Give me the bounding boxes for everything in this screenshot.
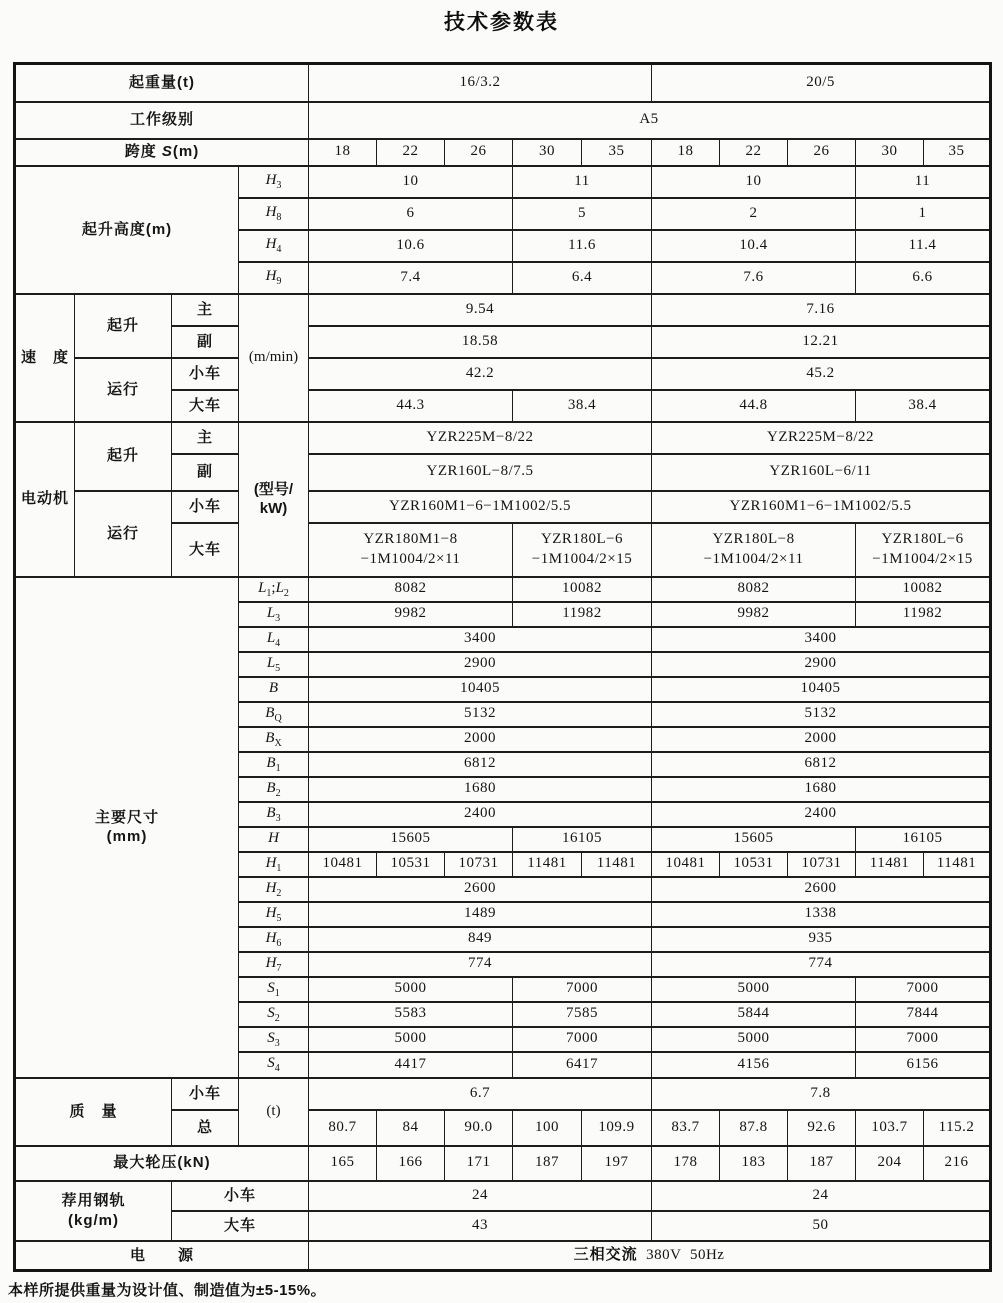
value-cell: 5844 [652,1002,856,1027]
value-cell: 10481 [309,852,377,877]
main-dimensions-label: 主要尺寸 (mm) [15,577,239,1078]
value-cell: A5 [309,102,991,139]
value-cell: 38.4 [856,390,991,422]
row-mass-trolley [15,1078,991,1110]
value-cell: 171 [445,1146,513,1181]
value-cell: 3400 [309,627,652,652]
row-motor-hoist-main [15,422,991,454]
value-cell: $B_1$ [239,752,309,777]
value-cell: 935 [652,927,991,952]
value-cell: 5000 [309,1027,513,1052]
value-cell: 2000 [652,727,991,752]
value-cell: YZR180M1−8 −1M1004/2×11 [309,523,513,577]
value-cell: 42.2 [309,358,652,390]
value-cell: 1680 [652,777,991,802]
value-cell: 11481 [582,852,652,877]
value-cell: 10405 [309,677,652,702]
value-cell: 8082 [309,577,513,602]
value-cell: 115.2 [924,1110,991,1146]
value-cell: 5 [513,198,652,230]
value-cell: $B_X$ [239,727,309,752]
value-cell: $S_2$ [239,1002,309,1027]
value-cell: B [239,677,309,702]
value-cell: 35 [924,139,991,166]
value-cell: YZR160M1−6−1M1002/5.5 [652,491,991,523]
value-cell: 100 [513,1110,582,1146]
row-label: 副 [172,454,239,491]
value-cell: 7.6 [652,262,856,294]
value-cell: $H_2$ [239,877,309,902]
duty-class-label: 工作级别 [15,102,309,139]
value-cell: 11481 [513,852,582,877]
speed-unit-label: (m/min) [239,294,309,422]
value-cell: 30 [856,139,924,166]
value-cell: 1 [856,198,991,230]
value-cell: 16105 [513,827,652,852]
value-cell: 87.8 [720,1110,788,1146]
value-cell: 45.2 [652,358,991,390]
spec-table [13,62,992,1272]
value-cell: 7844 [856,1002,991,1027]
row-label: 起升 [75,294,172,358]
value-cell: 10531 [720,852,788,877]
value-cell: YZR160L−8/7.5 [309,454,652,491]
row-h3 [15,166,991,198]
value-cell: 5000 [309,977,513,1002]
value-cell: 43 [309,1211,652,1241]
mass-unit-label: (t) [239,1078,309,1146]
value-cell: YZR180L−6 −1M1004/2×15 [513,523,652,577]
value-cell: 80.7 [309,1110,377,1146]
row-label: 运行 [75,491,172,577]
value-cell: 187 [513,1146,582,1181]
value-cell: $H_9$ [239,262,309,294]
value-cell: 12.21 [652,326,991,358]
value-cell: 10082 [856,577,991,602]
value-cell: YZR160M1−6−1M1002/5.5 [309,491,652,523]
value-cell: 1680 [309,777,652,802]
row-label: 主 [172,294,239,326]
value-cell: 187 [788,1146,856,1181]
value-cell: 30 [513,139,582,166]
value-cell: $L_4$ [239,627,309,652]
value-cell: $B_3$ [239,802,309,827]
motor-label: 电动机 [15,422,75,577]
row-max-wheel-load [15,1146,991,1181]
value-cell: 20/5 [652,64,991,102]
value-cell: 197 [582,1146,652,1181]
row-l1l2 [15,577,991,602]
value-cell: 5583 [309,1002,513,1027]
value-cell: 2900 [652,652,991,677]
spec-table-body [15,64,991,1271]
value-cell: 7000 [513,1027,652,1052]
value-cell: 11982 [856,602,991,627]
value-cell: $H_1$ [239,852,309,877]
row-label: 起升 [75,422,172,491]
value-cell: $B_2$ [239,777,309,802]
value-cell: 24 [652,1181,991,1211]
motor-unit-label: (型号/ kW) [239,422,309,577]
row-label: 小车 [172,491,239,523]
value-cell: 178 [652,1146,720,1181]
value-cell: 11481 [856,852,924,877]
speed-label: 速 度 [15,294,75,422]
row-label: 小车 [172,1078,239,1110]
value-cell: 7585 [513,1002,652,1027]
value-cell: 183 [720,1146,788,1181]
value-cell: 10731 [788,852,856,877]
value-cell: 216 [924,1146,991,1181]
value-cell: 24 [309,1181,652,1211]
value-cell: $L_1;L_2$ [239,577,309,602]
value-cell: 16105 [856,827,991,852]
value-cell: 90.0 [445,1110,513,1146]
value-cell: 16/3.2 [309,64,652,102]
row-speed-trolley [15,358,991,390]
value-cell: YZR160L−6/11 [652,454,991,491]
value-cell: 4417 [309,1052,513,1078]
value-cell: 10405 [652,677,991,702]
value-cell: 2900 [309,652,652,677]
value-cell: $S_4$ [239,1052,309,1078]
value-cell: $L_5$ [239,652,309,677]
value-cell: 11.4 [856,230,991,262]
value-cell: 7000 [856,1027,991,1052]
value-cell: 103.7 [856,1110,924,1146]
value-cell: YZR180L−6 −1M1004/2×15 [856,523,991,577]
value-cell: 35 [582,139,652,166]
value-cell: 10731 [445,852,513,877]
value-cell: 7.4 [309,262,513,294]
value-cell: $B_Q$ [239,702,309,727]
row-label: 运行 [75,358,172,422]
value-cell: 18 [652,139,720,166]
value-cell: 10 [652,166,856,198]
footnote: 本样所提供重量为设计值、制造值为±5-15%。 [8,1282,327,1299]
row-label: 总 [172,1110,239,1146]
value-cell: 1338 [652,902,991,927]
value-cell: 44.8 [652,390,856,422]
value-cell: 9.54 [309,294,652,326]
value-cell: 26 [445,139,513,166]
row-lifting-capacity [15,64,991,102]
row-rail-trolley [15,1181,991,1211]
value-cell: 1489 [309,902,652,927]
value-cell: 7000 [856,977,991,1002]
value-cell: 83.7 [652,1110,720,1146]
row-duty-class [15,102,991,139]
value-cell: 10531 [377,852,445,877]
value-cell: 6156 [856,1052,991,1078]
value-cell: 3400 [652,627,991,652]
value-cell: 10481 [652,852,720,877]
value-cell: 18 [309,139,377,166]
value-cell: 6812 [309,752,652,777]
value-cell: 9982 [309,602,513,627]
value-cell: 22 [377,139,445,166]
value-cell: 5000 [652,1027,856,1052]
value-cell: 10.6 [309,230,513,262]
value-cell: 166 [377,1146,445,1181]
value-cell: 6.6 [856,262,991,294]
value-cell: 204 [856,1146,924,1181]
row-power-supply [15,1241,991,1271]
value-cell: 109.9 [582,1110,652,1146]
row-label: 主 [172,422,239,454]
lifting-height-label: 起升高度(m) [15,166,239,294]
value-cell: 11481 [924,852,991,877]
value-cell: 165 [309,1146,377,1181]
value-cell: 92.6 [788,1110,856,1146]
page-title: 技术参数表 [444,10,559,34]
value-cell: 6.4 [513,262,652,294]
value-cell: 11982 [513,602,652,627]
row-span [15,139,991,166]
value-cell: 10 [309,166,513,198]
value-cell: 5000 [652,977,856,1002]
value-cell: $H_6$ [239,927,309,952]
value-cell: 44.3 [309,390,513,422]
power-supply-label: 电 源 [15,1241,309,1271]
value-cell: 2400 [652,802,991,827]
value-cell: $S_1$ [239,977,309,1002]
value-cell: 9982 [652,602,856,627]
value-cell: 6 [309,198,513,230]
value-cell: 5132 [652,702,991,727]
row-label: 小车 [172,358,239,390]
value-cell: 11 [856,166,991,198]
max-wheel-load-label: 最大轮压(kN) [15,1146,309,1181]
value-cell: YZR225M−8/22 [309,422,652,454]
row-speed-hoist-main [15,294,991,326]
span-label: 跨度 S(m) [15,139,309,166]
value-cell: 10.4 [652,230,856,262]
row-label: 大车 [172,390,239,422]
value-cell: $S_3$ [239,1027,309,1052]
value-cell: $H_4$ [239,230,309,262]
value-cell: 11.6 [513,230,652,262]
value-cell: 2000 [309,727,652,752]
value-cell: 2400 [309,802,652,827]
value-cell: 22 [720,139,788,166]
value-cell: 10082 [513,577,652,602]
value-cell: YZR180L−8 −1M1004/2×11 [652,523,856,577]
row-label: 大车 [172,523,239,577]
row-label: 副 [172,326,239,358]
value-cell: 6.7 [309,1078,652,1110]
value-cell: 6417 [513,1052,652,1078]
value-cell: 84 [377,1110,445,1146]
value-cell: 7.8 [652,1078,991,1110]
value-cell: 11 [513,166,652,198]
row-motor-trolley [15,491,991,523]
value-cell: YZR225M−8/22 [652,422,991,454]
value-cell: 38.4 [513,390,652,422]
value-cell: 15605 [309,827,513,852]
row-label: 大车 [172,1211,309,1241]
value-cell: 2600 [652,877,991,902]
value-cell: $H_8$ [239,198,309,230]
mass-label: 质 量 [15,1078,172,1146]
value-cell: $L_3$ [239,602,309,627]
recommended-rail-label: 荐用钢轨 (kg/m) [15,1181,172,1241]
value-cell: 26 [788,139,856,166]
value-cell: 50 [652,1211,991,1241]
value-cell: $H_5$ [239,902,309,927]
value-cell: 6812 [652,752,991,777]
lifting-capacity-label: 起重量(t) [15,64,309,102]
value-cell: 8082 [652,577,856,602]
power-supply-value: 三相交流 380V 50Hz [309,1241,991,1271]
value-cell: 15605 [652,827,856,852]
value-cell: 5132 [309,702,652,727]
value-cell: 774 [309,952,652,977]
value-cell: $H_3$ [239,166,309,198]
value-cell: 2600 [309,877,652,902]
value-cell: H [239,827,309,852]
value-cell: 18.58 [309,326,652,358]
value-cell: 4156 [652,1052,856,1078]
value-cell: 774 [652,952,991,977]
value-cell: $H_7$ [239,952,309,977]
row-label: 小车 [172,1181,309,1211]
value-cell: 7000 [513,977,652,1002]
value-cell: 2 [652,198,856,230]
value-cell: 849 [309,927,652,952]
value-cell: 7.16 [652,294,991,326]
